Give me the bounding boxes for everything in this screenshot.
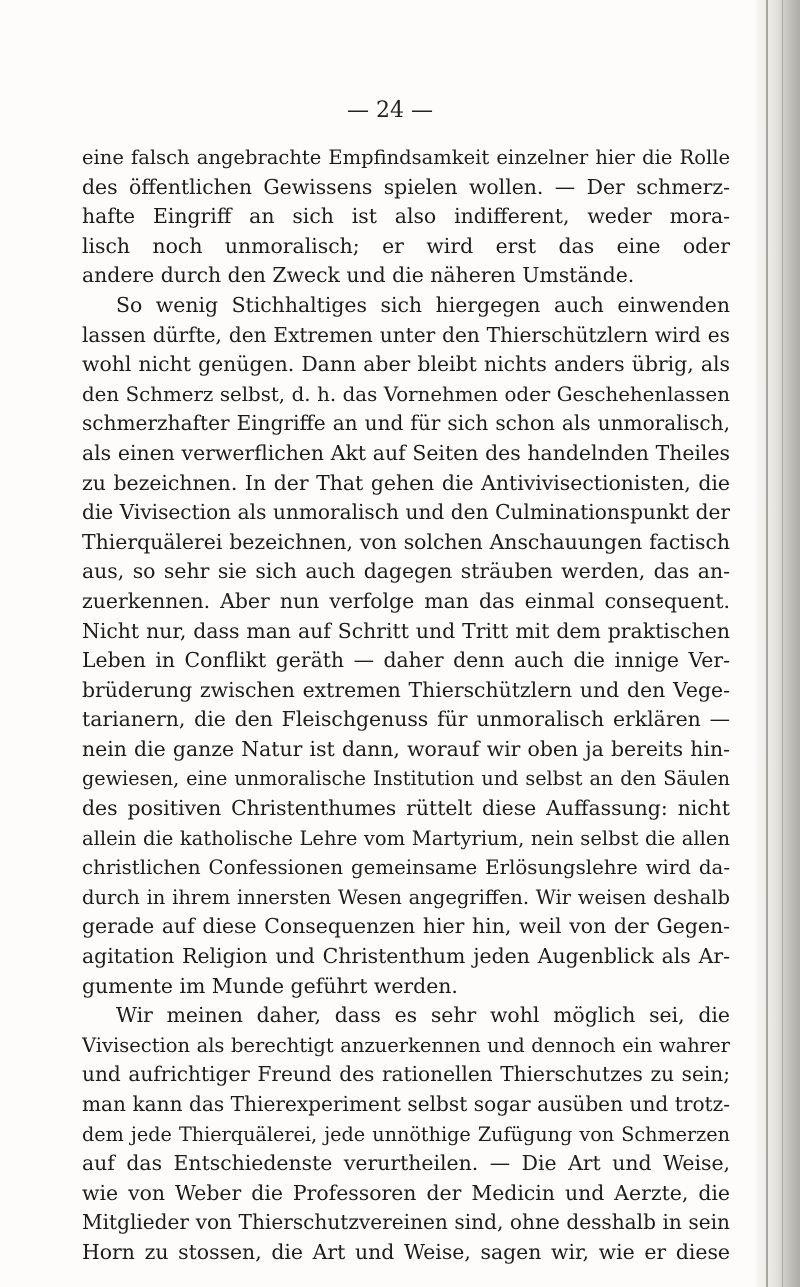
text-line: und aufrichtiger Freund des rationellen Thierschutzes zu sein; xyxy=(82,1062,730,1087)
text-line: andere durch den Zweck und die näheren Umstände. xyxy=(82,263,635,288)
text-line: Mitglieder von Thierschutzvereinen sind, ohne desshalb in sein xyxy=(82,1210,730,1235)
text-line: lisch noch unmoralisch; er wird erst das eine oder xyxy=(82,233,730,258)
text-line: So wenig Stichhaltiges sich hiergegen auch einwenden xyxy=(116,292,730,317)
text-line: Thierquälerei bezeichnen, von solchen Anschauungen factisch xyxy=(82,529,730,554)
text-line: gumente im Munde geführt werden. xyxy=(82,973,458,998)
text-line: lassen dürfte, den Extremen unter den Thierschützlern wird es xyxy=(82,322,730,347)
text-line: zu bezeichnen. In der That gehen die Antivivisectionisten, die xyxy=(82,470,730,495)
text-line: Wir meinen daher, dass es sehr wohl möglich sei, die xyxy=(116,1003,730,1028)
text-line: Leben in Conflikt geräth — daher denn auch die innige Ver- xyxy=(82,648,730,673)
text-line: gewiesen, eine unmoralische Institution und selbst an den Säulen xyxy=(82,767,730,791)
text-line: dem jede Thierquälerei, jede unnöthige Zufügung von Schmerzen xyxy=(82,1122,730,1146)
text-line: den Schmerz selbst, d. h. das Vornehmen oder Geschehenlassen xyxy=(82,382,730,406)
text-line: Nicht nur, dass man auf Schritt und Tritt mit dem praktischen xyxy=(82,618,730,643)
text-line: Horn zu stossen, die Art und Weise, sagen wir, wie er diese xyxy=(82,1239,730,1264)
text-line: wohl nicht genügen. Dann aber bleibt nichts anders übrig, als xyxy=(82,352,730,377)
text-line: christlichen Confessionen gemeinsame Erlösungslehre wird da- xyxy=(82,856,730,880)
text-line: durch in ihrem innersten Wesen angegriffen. Wir weisen deshalb xyxy=(82,885,730,909)
text-line: zuerkennen. Aber nun verfolge man das einmal consequent. xyxy=(82,588,730,613)
text-line: die Vivisection als unmoralisch und den Culminationspunkt der xyxy=(82,500,730,525)
text-line: agitation Religion und Christenthum jeden Augenblick als Ar- xyxy=(82,944,730,969)
page-edge-shadow xyxy=(756,0,800,1287)
page-number: — 24 — xyxy=(347,98,433,123)
text-line: schmerzhafter Eingriffe an und für sich schon als unmoralisch, xyxy=(82,411,730,436)
text-line: hafte Eingriff an sich ist also indifferent, weder mora- xyxy=(82,204,730,229)
body-text xyxy=(82,143,730,1268)
text-line: als einen verwerflichen Akt auf Seiten des handelnden Theiles xyxy=(82,440,730,465)
text-line: aus, so sehr sie sich auch dagegen sträuben werden, das an- xyxy=(82,559,730,584)
text-line: allein die katholische Lehre vom Martyrium, nein selbst die allen xyxy=(82,826,730,850)
text-line: nein die ganze Natur ist dann, worauf wir oben ja bereits hin- xyxy=(82,736,730,761)
text-line: man kann das Thierexperiment selbst sogar ausüben und trotz- xyxy=(82,1092,730,1116)
text-line: eine falsch angebrachte Empfindsamkeit einzelner hier die Rolle xyxy=(82,146,730,169)
text-line: des positiven Christenthumes rüttelt diese Auffassung: nicht xyxy=(82,796,730,821)
text-line: wie von Weber die Professoren der Medicin und Aerzte, die xyxy=(82,1180,730,1205)
text-line: des öffentlichen Gewissens spielen wollen. — Der schmerz- xyxy=(82,174,730,199)
text-line: brüderung zwischen extremen Thierschützlern und den Vege- xyxy=(82,677,730,702)
text-line: gerade auf diese Consequenzen hier hin, weil von der Gegen- xyxy=(82,914,730,939)
text-line: Vivisection als berechtigt anzuerkennen und dennoch ein wahrer xyxy=(82,1033,730,1057)
text-line: tarianern, die den Fleischgenuss für unmoralisch erklären — xyxy=(82,707,730,732)
text-line: auf das Entschiedenste verurtheilen. — Die Art und Weise, xyxy=(82,1151,730,1176)
